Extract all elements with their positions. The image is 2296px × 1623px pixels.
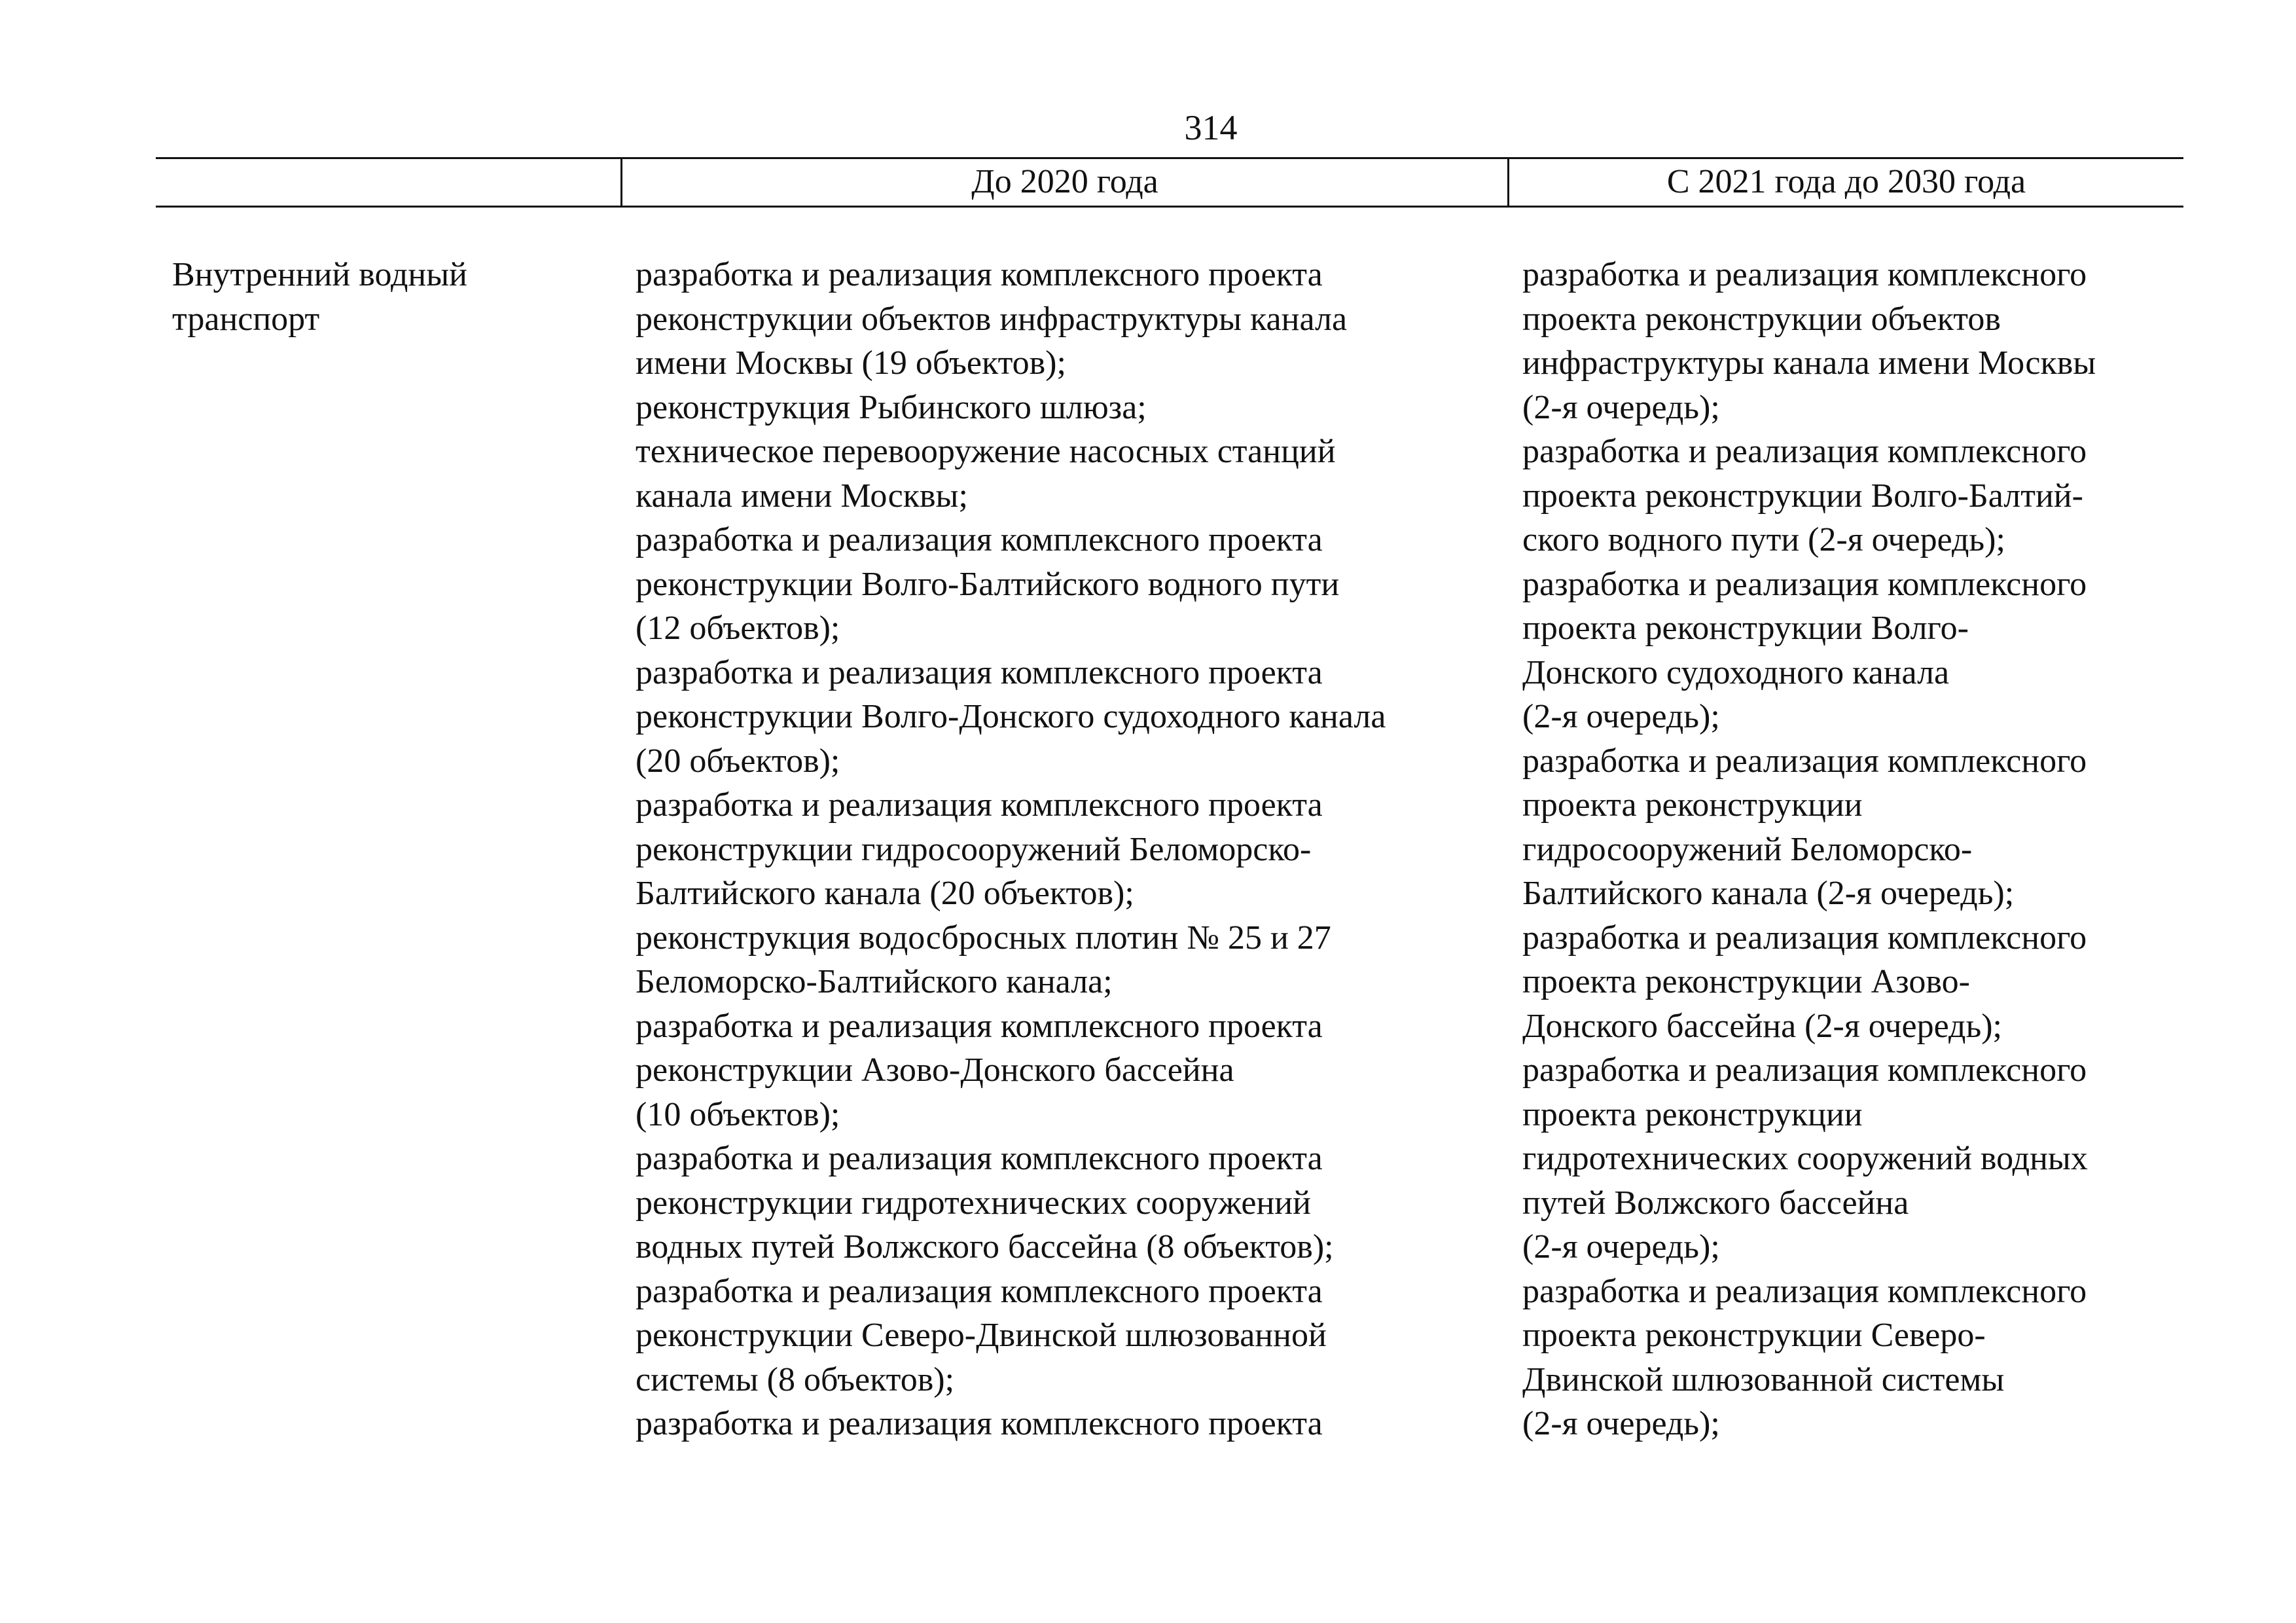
text-line: разработка и реализация комплексного — [1522, 742, 2087, 780]
text-line: транспорт — [172, 300, 320, 338]
text-line: (20 объектов); — [636, 742, 840, 780]
text-line: разработка и реализация комплексного проекта — [636, 521, 1323, 558]
text-line: проекта реконструкции Азово- — [1522, 963, 1970, 1000]
column-header-2021-2030: С 2021 года до 2030 года — [1666, 163, 2026, 200]
text-line: проекта реконструкции Волго-Балтий- — [1522, 477, 2083, 515]
text-line: (2-я очередь); — [1522, 698, 1720, 735]
text-line: разработка и реализация комплексного — [1522, 1272, 2087, 1310]
page-number: 314 — [1184, 108, 1238, 147]
text-line: ского водного пути (2-я очередь); — [1522, 521, 2005, 558]
text-line: реконструкции объектов инфраструктуры канала — [636, 300, 1348, 338]
text-line: реконструкция Рыбинского шлюза; — [636, 388, 1147, 426]
text-line: (12 объектов); — [636, 610, 840, 647]
text-line: реконструкции Волго-Донского судоходного канала — [636, 698, 1386, 735]
text-line: проекта реконструкции — [1522, 786, 1863, 824]
text-line: гидротехнических сооружений водных — [1522, 1140, 2088, 1177]
text-line: системы (8 объектов); — [636, 1360, 955, 1398]
text-line: техническое перевооружение насосных станций — [636, 433, 1336, 470]
text-line: (2-я очередь); — [1522, 388, 1720, 426]
table-header-bottom-rule — [156, 206, 2183, 208]
text-line: разработка и реализация комплексного проекта — [636, 786, 1323, 824]
text-line: Беломорско-Балтийского канала; — [636, 963, 1113, 1000]
text-line: путей Волжского бассейна — [1522, 1184, 1909, 1222]
text-line: разработка и реализация комплексного — [1522, 565, 2087, 603]
text-line: водных путей Волжского бассейна (8 объектов); — [636, 1228, 1334, 1266]
text-line: проекта реконструкции Северо- — [1522, 1317, 1986, 1354]
text-line: разработка и реализация комплексного проекта — [636, 653, 1323, 691]
text-line: реконструкции Азово-Донского бассейна — [636, 1051, 1234, 1089]
text-line: реконструкции гидротехнических сооружений — [636, 1184, 1311, 1222]
text-line: Донского судоходного канала — [1522, 653, 1950, 691]
text-line: Балтийского канала (2-я очередь); — [1522, 875, 2015, 912]
text-line: разработка и реализация комплексного проекта — [636, 256, 1323, 293]
text-line: реконструкции Волго-Балтийского водного пути — [636, 565, 1340, 603]
text-line: проекта реконструкции — [1522, 1095, 1863, 1133]
text-line: разработка и реализация комплексного — [1522, 919, 2087, 957]
text-line: Балтийского канала (20 объектов); — [636, 875, 1134, 912]
from-2021-to-2030-cell — [1522, 253, 2183, 1446]
text-line: разработка и реализация комплексного — [1522, 1051, 2087, 1089]
sector-cell — [172, 253, 591, 341]
text-line: (2-я очередь); — [1522, 1228, 1720, 1266]
until-2020-cell — [636, 253, 1499, 1446]
text-line: (2-я очередь); — [1522, 1405, 1720, 1442]
text-line: Двинской шлюзованной системы — [1522, 1360, 2005, 1398]
text-line: канала имени Москвы; — [636, 477, 968, 515]
text-line: имени Москвы (19 объектов); — [636, 344, 1066, 382]
text-line: гидросооружений Беломорско- — [1522, 830, 1973, 868]
text-line: разработка и реализация комплексного проекта — [636, 1007, 1323, 1045]
text-line: инфраструктуры канала имени Москвы — [1522, 344, 2096, 382]
column-header-until-2020: До 2020 года — [971, 163, 1158, 200]
text-line: проекта реконструкции Волго- — [1522, 610, 1969, 647]
text-line: разработка и реализация комплексного проекта — [636, 1405, 1323, 1442]
text-line: реконструкции Северо-Двинской шлюзованной — [636, 1317, 1327, 1354]
text-line: реконструкции гидросооружений Беломорско- — [636, 830, 1312, 868]
text-line: разработка и реализация комплексного — [1522, 433, 2087, 470]
text-line: разработка и реализация комплексного проекта — [636, 1140, 1323, 1177]
text-line: (10 объектов); — [636, 1095, 840, 1133]
text-line: Донского бассейна (2-я очередь); — [1522, 1007, 2002, 1045]
text-line: разработка и реализация комплексного проекта — [636, 1272, 1323, 1310]
text-line: разработка и реализация комплексного — [1522, 256, 2087, 293]
table-top-rule — [156, 157, 2183, 159]
text-line: Внутренний водный — [172, 256, 468, 293]
text-line: проекта реконструкции объектов — [1522, 300, 2001, 338]
text-line: реконструкция водосбросных плотин № 25 и 27 — [636, 919, 1331, 957]
